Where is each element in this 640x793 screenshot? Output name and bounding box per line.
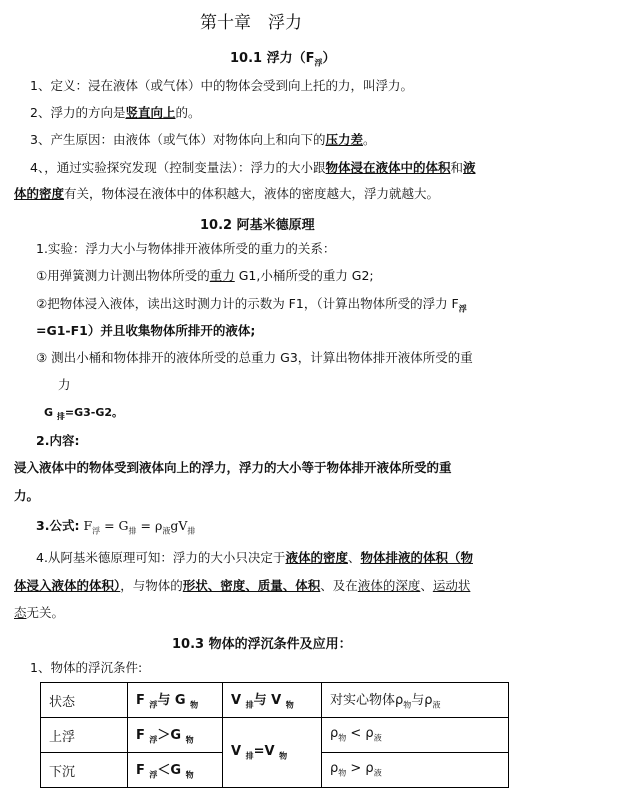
state-sink: 下沉	[41, 753, 128, 788]
archimedes-item-line1: 4.从阿基米德原理可知：浮力的大小只决定于液体的密度、物体排液的体积（物	[36, 550, 473, 565]
force-sink: F $_浮$＜G $_物$	[128, 753, 223, 788]
experiment-step-3-line1: ③ 测出小桶和物体排开的液体所受的总重力 G3，计算出物体排开液体所受的重	[36, 350, 473, 365]
float-sink-condition-title: 1、物体的浮沉条件:	[30, 660, 143, 675]
volume-equal: V $_排$=V $_物$	[223, 718, 322, 788]
density-rise: $\rho_物 < \rho_液$	[322, 718, 509, 753]
factor-item-line1: 4、，通过实验探究发现（控制变量法）：浮力的大小跟物体浸在液体中的体积和液	[30, 160, 476, 175]
cause-item: 3、产生原因：由液体（或气体）对物体向上和向下的压力差。	[30, 132, 376, 147]
experiment-step-3-line2: 力	[58, 377, 71, 392]
experiment-step-3-result: G $_排$=G3-G2。	[44, 406, 124, 422]
chapter-title: 第十章 浮力	[200, 13, 302, 33]
table-header-density: 对实心物体$\rho_物$与$\rho_液$	[322, 683, 509, 718]
factor-item-line2: 体的密度有关，物体浸在液体中的体积越大，液体的密度越大，浮力就越大。	[14, 186, 440, 201]
experiment-step-2-line1: ②把物体浸入液体，读出这时测力计的示数为 F1，（计算出物体所受的浮力 $F_浮$	[36, 296, 467, 314]
table-header-state: 状态	[41, 683, 128, 718]
archimedes-item-line3: 态无关。	[14, 605, 65, 620]
experiment-step-2-line2: =G1-F1）并且收集物体所排开的液体;	[36, 323, 256, 338]
float-sink-table	[40, 682, 509, 788]
experiment-title: 1.实验：浮力大小与物体排开液体所受的重力的关系：	[36, 241, 336, 256]
section-title-10-1: 10.1 浮力$(F_浮)$	[230, 51, 336, 68]
table-header-force: F $_浮$与 G $_物$	[128, 683, 223, 718]
formula-line: 3.公式: $F_浮 = G_排 = \rho_液gV_排$	[36, 518, 196, 536]
table-header-row	[41, 683, 509, 718]
experiment-step-1: ①用弹簧测力计测出物体所受的重力 G1,小桶所受的重力 G2;	[36, 268, 374, 283]
definition-item: 1、定义：浸在液体（或气体）中的物体会受到向上托的力，叫浮力。	[30, 78, 413, 93]
section-title-10-2: 10.2 阿基米德原理	[200, 218, 315, 233]
force-rise: F $_浮$＞G $_物$	[128, 718, 223, 753]
archimedes-item-line2: 体浸入液体的体积），与物体的形状、密度、质量、体积、及在液体的深度、运动状	[14, 578, 471, 593]
table-header-volume: V $_排$与 V $_物$	[223, 683, 322, 718]
table-row	[41, 718, 509, 753]
state-rise: 上浮	[41, 718, 128, 753]
content-line1: 浸入液体中的物体受到液体向上的浮力，浮力的大小等于物体排开液体所受的重	[14, 460, 452, 475]
content-title: 2.内容:	[36, 433, 80, 448]
direction-item: 2、浮力的方向是竖直向上的。	[30, 105, 201, 120]
section-title-10-3: 10.3 物体的浮沉条件及应用：	[172, 637, 352, 652]
density-sink: $\rho_物 > \rho_液$	[322, 753, 509, 788]
content-line2: 力。	[14, 488, 40, 503]
